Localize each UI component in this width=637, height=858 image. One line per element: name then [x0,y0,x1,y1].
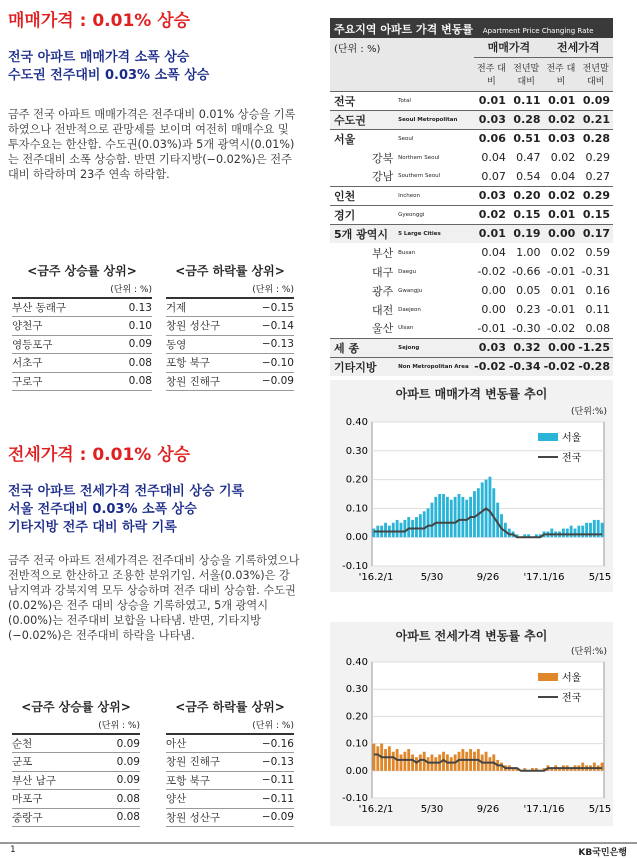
legend-swatch-bar [538,433,558,441]
region-value: 0.04 [481,151,506,164]
region-row [330,148,613,167]
bar [562,529,565,538]
region-table-title [330,18,613,38]
sale-up-value: 0.08 [110,354,152,373]
bar [454,497,457,537]
region-value: 0.01 [544,205,579,224]
sale-up-region: 부산 동래구 [12,298,110,317]
y-tick-label: 0.40 [345,657,368,668]
jeonse-down-row [166,790,294,809]
header-sale-week: 전주 대비 [477,64,506,87]
region-name-ko: 5개 광역시 [330,224,398,243]
bar [492,488,495,537]
region-value: 0.02 [550,246,576,259]
region-name-ko: 세 종 [330,338,398,357]
bar [489,477,492,537]
region-row [330,129,613,148]
bar [550,529,553,538]
sale-down-region: 거제 [166,298,246,317]
jeonse-down-unit: (단위 : %) [252,721,294,731]
jeonse-up-region: 부산 남구 [12,771,96,790]
region-name-en: Sejong [398,338,474,357]
region-value: -0.01 [477,321,506,335]
bar [458,494,461,537]
sale-subtitle-2: 수도권 전주대비 0.03% 소폭 상승 [8,68,210,83]
region-value: 0.20 [509,186,544,205]
jeonse-down-row [166,734,294,753]
sale-paragraph: 금주 전국 아파트 매매가격은 전주대비 0.01% 상승을 기록하였으나 전반적으로 관망세를 보이며 여전히 매매수요 및 투자수요는 한산함. 수도권(0.03%)과 5개 광역시(0.01%)는 전주대비 소폭 상승함. 반면 기타지방(−0.02%)은 전주대비 하락하며 23주 연속 하락함. [8,108,296,181]
y-tick-label: 0.20 [345,711,368,723]
sale-up-unit: (단위 : %) [110,285,152,295]
sale-down-row [166,354,294,373]
region-name-en: Southern Seoul [398,173,441,180]
page-footer [0,842,637,858]
sale-up-value: 0.10 [110,317,152,336]
legend-label: 서울 [562,433,582,444]
sale-down-row [166,335,294,354]
x-tick-label: 5/15 [588,572,612,583]
brand-name: KB국민은행 [578,848,627,858]
region-value: -1.25 [578,338,613,357]
jeonse-up-row [12,771,140,790]
x-tick-label: 5/30 [420,804,444,815]
bar [601,763,604,771]
region-value: 0.03 [474,186,509,205]
page-number: 1 [10,845,16,855]
x-tick-label: 9/26 [476,804,500,815]
jeonse-up-value: 0.08 [96,808,140,827]
sale-down-region: 창원 진해구 [166,372,246,391]
region-name-en: Total [398,91,474,110]
sale-down-rank [166,262,294,391]
region-value: 0.29 [578,186,613,205]
region-name-ko: 강북 [372,151,394,165]
jeonse-up-title: <금주 상승률 상위> [21,700,131,714]
region-value: 0.02 [474,205,509,224]
legend-label: 전국 [562,453,582,464]
region-name-en: Seoul Metropolitan [398,110,474,129]
region-value: 0.17 [578,224,613,243]
y-tick-label: 0.00 [345,532,368,544]
sale-chart-title: 아파트 매매가격 변동률 추이 [395,387,548,401]
bar [388,746,391,770]
sale-chart-unit: (단위:%) [571,407,607,417]
sale-up-row [12,335,152,354]
region-table-body [330,38,613,376]
jeonse-up-row [12,753,140,772]
sale-down-row [166,298,294,317]
region-row [330,319,613,338]
y-tick-label: 0.10 [345,503,368,515]
jeonse-down-title: <금주 하락률 상위> [175,700,285,714]
region-name-ko: 인천 [330,186,398,205]
y-tick-label: -0.10 [342,561,368,572]
region-value: 0.09 [578,91,613,110]
jeonse-subtitle-2: 서울 전주대비 0.03% 소폭 상승 [8,502,197,517]
sale-up-row [12,372,152,391]
region-row [330,186,613,205]
sale-up-row [12,317,152,336]
bar [423,511,426,537]
region-name-ko: 기타지방 [330,357,398,376]
region-value: 0.07 [481,169,506,183]
bar [473,752,476,771]
region-name-en: Northern Seoul [398,154,440,161]
region-name-en: Ulsan [398,325,414,332]
region-name-ko: 경기 [330,205,398,224]
region-value: 0.01 [550,284,576,297]
region-name-ko: 전국 [330,91,398,110]
sale-up-region: 영등포구 [12,335,110,354]
jeonse-down-row [166,808,294,827]
bar [489,757,492,771]
jeonse-chart-svg [330,622,613,826]
region-value: 0.11 [509,91,544,110]
bar [392,523,395,537]
jeonse-up-table [12,733,140,827]
region-value: 0.00 [544,224,579,243]
sale-down-unit: (단위 : %) [252,285,294,295]
bar [392,752,395,771]
region-value: 0.23 [516,303,541,316]
region-value: 0.32 [509,338,544,357]
region-name-en: Daegu [398,268,417,275]
jeonse-down-table [166,733,294,827]
region-name-ko: 수도권 [330,110,398,129]
region-value: 0.15 [578,205,613,224]
bar [419,514,422,537]
region-row [330,357,613,376]
sale-title: 매매가격 : 0.01% 상승 [8,11,191,31]
region-value: 0.04 [550,169,576,183]
region-value: -0.34 [509,357,544,376]
region-row [330,262,613,281]
jeonse-down-row [166,753,294,772]
sale-up-value: 0.08 [110,372,152,391]
jeonse-up-row [12,790,140,809]
header-jeonse-week: 전주 대비 [546,64,576,87]
bar [581,526,584,538]
jeonse-down-rank [166,698,294,827]
region-name-ko: 강남 [372,170,394,184]
bar [485,752,488,771]
region-name-en: Non Metropolitan Area [398,357,474,376]
region-name-en: Seoul [398,129,474,148]
jeonse-up-value: 0.09 [96,771,140,790]
sale-section [8,6,308,182]
region-value: 0.02 [550,151,576,164]
bar [403,520,406,537]
legend-label: 전국 [562,693,582,704]
sale-up-value: 0.09 [110,335,152,354]
bar [400,523,403,537]
region-row [330,110,613,129]
region-value: 0.01 [544,91,579,110]
y-tick-label: 0.30 [345,445,368,457]
region-value: 0.21 [578,110,613,129]
region-value: 0.15 [509,205,544,224]
bar [431,503,434,538]
region-value: 0.01 [474,91,509,110]
region-value: -0.02 [544,357,579,376]
bar [434,497,437,537]
jeonse-down-region: 포항 북구 [166,771,246,790]
region-value: 0.16 [585,284,610,297]
bar [407,517,410,537]
header-sale: 매매가격 [474,38,543,57]
region-value: 0.02 [544,110,579,129]
region-value: 0.03 [544,129,579,148]
jeonse-down-value: −0.11 [246,771,294,790]
jeonse-down-region: 창원 진해구 [166,753,246,772]
bar [570,526,573,538]
region-value: 1.00 [516,246,541,259]
header-jeonse-year: 전년말 대비 [582,64,609,87]
region-value: -0.28 [578,357,613,376]
region-name-en: Incheon [398,186,474,205]
y-tick-label: -0.10 [342,793,368,804]
region-name-ko: 부산 [372,246,394,260]
sale-up-region: 양천구 [12,317,110,336]
bar [442,494,445,537]
sale-down-region: 창원 성산구 [166,317,246,336]
y-tick-label: 0.40 [345,417,368,428]
bar [403,752,406,771]
region-table-unit: (단위 : %) [334,44,381,55]
jeonse-subtitle-3: 기타지방 전주 대비 하락 기록 [8,520,177,535]
sale-up-rank [12,262,152,391]
x-tick-label: '17.1/16 [523,572,565,583]
jeonse-up-value: 0.08 [96,790,140,809]
jeonse-down-region: 창원 성산구 [166,808,246,827]
region-value: -0.01 [546,303,576,316]
region-value: 0.00 [481,303,506,316]
sale-up-table [12,297,152,391]
jeonse-chart-unit: (단위:%) [571,647,607,657]
sale-down-row [166,372,294,391]
jeonse-up-value: 0.09 [96,753,140,772]
jeonse-up-region: 마포구 [12,790,96,809]
region-table-title-en: Apartment Price Changing Rate [482,27,594,35]
jeonse-title: 전세가격 : 0.01% 상승 [8,445,191,465]
jeonse-down-value: −0.11 [246,790,294,809]
sale-up-region: 구로구 [12,372,110,391]
bar [450,500,453,537]
region-value: 0.59 [585,246,610,259]
jeonse-chart-title: 아파트 전세가격 변동률 추이 [395,629,548,643]
region-value: 0.01 [474,224,509,243]
jeonse-up-region: 군포 [12,753,96,772]
jeonse-up-unit: (단위 : %) [98,721,140,731]
sale-down-value: −0.15 [246,298,294,317]
sale-down-value: −0.10 [246,354,294,373]
sale-subtitle-1: 전국 아파트 매매가격 소폭 상승 [8,50,190,65]
region-value: 0.11 [585,303,610,316]
bar [581,763,584,771]
sale-down-region: 동영 [166,335,246,354]
header-jeonse: 전세가격 [544,38,613,57]
region-value: -0.01 [546,265,576,278]
y-tick-label: 0.00 [345,765,368,777]
bar [461,497,464,537]
bar [574,529,577,538]
region-value: -0.02 [546,321,576,335]
jeonse-down-region: 아산 [166,734,246,753]
x-tick-label: 5/30 [420,572,444,583]
bar [384,749,387,771]
region-row [330,167,613,186]
bar [384,523,387,537]
jeonse-up-row [12,808,140,827]
jeonse-down-value: −0.13 [246,753,294,772]
region-row [330,205,613,224]
region-row [330,281,613,300]
region-name-ko: 광주 [372,284,394,298]
region-value: 0.27 [585,169,610,183]
region-value: -0.31 [581,265,610,278]
region-name-ko: 대구 [372,265,394,279]
region-value: 0.47 [516,151,541,164]
y-tick-label: 0.10 [345,738,368,750]
jeonse-down-value: −0.09 [246,808,294,827]
region-value: 0.54 [516,169,541,183]
region-value: 0.03 [474,338,509,357]
region-value: -0.66 [512,265,541,278]
bar [419,754,422,770]
region-value: 0.02 [544,186,579,205]
sale-down-value: −0.14 [246,317,294,336]
sale-down-region: 포항 북구 [166,354,246,373]
region-name-en: Gyeonggi [398,205,474,224]
region-value: -0.02 [474,357,509,376]
region-value: 0.08 [585,321,610,335]
region-name-ko: 대전 [372,303,394,317]
bar [376,746,379,770]
jeonse-trend-chart [330,622,613,826]
sale-up-value: 0.13 [110,298,152,317]
region-value: 0.04 [481,246,506,259]
bar [415,517,418,537]
bar [400,754,403,770]
x-tick-label: 5/15 [588,804,612,815]
bar [373,744,376,771]
region-row [330,300,613,319]
region-value: 0.03 [474,110,509,129]
jeonse-down-row [166,771,294,790]
region-row [330,243,613,262]
bar [373,529,376,538]
legend-swatch-bar [538,673,558,681]
bar [450,757,453,771]
bar [446,497,449,537]
region-value: 0.51 [509,129,544,148]
x-tick-label: '17.1/16 [523,804,565,815]
region-name-en: Daejeon [398,306,421,313]
region-value: 0.05 [516,284,541,297]
region-value: 0.00 [544,338,579,357]
bar [415,757,418,771]
region-value: -0.02 [477,265,506,278]
bar [434,757,437,771]
jeonse-up-region: 중랑구 [12,808,96,827]
region-value: 0.29 [585,151,610,164]
sale-down-table [166,297,294,391]
region-name-en: 5 Large Cities [398,224,474,243]
sale-chart-svg [330,380,613,592]
jeonse-up-rank [12,698,140,827]
sale-up-title: <금주 상승률 상위> [27,264,137,278]
bar [438,494,441,537]
region-name-en: Gwangju [398,287,423,294]
region-row [330,224,613,243]
sale-up-row [12,354,152,373]
header-sale-year: 전년말 대비 [513,64,540,87]
region-value: 0.06 [474,129,509,148]
region-row [330,91,613,110]
sale-up-region: 서초구 [12,354,110,373]
x-tick-label: 9/26 [476,572,500,583]
jeonse-up-row [12,734,140,753]
region-name-en: Busan [398,249,416,256]
bar [593,763,596,771]
jeonse-paragraph: 금주 전국 아파트 전세가격은 전주대비 상승을 기록하였으나 전반적으로 한산하고 조용한 분위기임. 서울(0.03%)은 강남지역과 강북지역 모두 상승하며 전주 대비 상승함. 수도권(0.02%)은 전주 대비 상승을 기록하였고, 5개 광역시(0.00%)는 전주대비 보합을 나타냄. 반면, 기타지방(−0.02%)은 전주대비 하락을 나타냄. [8,554,300,642]
jeonse-down-region: 양산 [166,790,246,809]
bar [427,508,430,537]
bar [577,526,580,538]
x-tick-label: '16.2/1 [358,572,394,583]
region-name-ko: 서울 [330,129,398,148]
sale-down-title: <금주 하락률 상위> [175,264,285,278]
region-row [330,338,613,357]
jeonse-section [8,440,308,643]
bar [411,754,414,770]
sale-down-row [166,317,294,336]
sale-down-value: −0.13 [246,335,294,354]
bar [427,757,430,771]
region-value: 0.28 [509,110,544,129]
y-tick-label: 0.30 [345,684,368,696]
legend-label: 서울 [562,673,582,684]
jeonse-subtitle-1: 전국 아파트 전세가격 전주대비 상승 기록 [8,484,245,499]
region-table-title-ko: 주요지역 아파트 가격 변동률 [334,23,473,36]
sale-down-value: −0.09 [246,372,294,391]
region-price-table [330,18,613,376]
sale-trend-chart [330,380,613,592]
region-value: 0.28 [578,129,613,148]
bar [396,520,399,537]
sale-up-row [12,298,152,317]
region-name-ko: 울산 [372,322,394,336]
x-tick-label: '16.2/1 [358,804,394,815]
bar [473,491,476,537]
region-value: -0.30 [512,321,541,335]
jeonse-up-value: 0.09 [96,734,140,753]
region-value: 0.19 [509,224,544,243]
bar [566,529,569,538]
y-tick-label: 0.20 [345,474,368,486]
jeonse-down-value: −0.16 [246,734,294,753]
region-value: 0.00 [481,284,506,297]
bar [465,752,468,771]
jeonse-up-region: 순천 [12,734,96,753]
